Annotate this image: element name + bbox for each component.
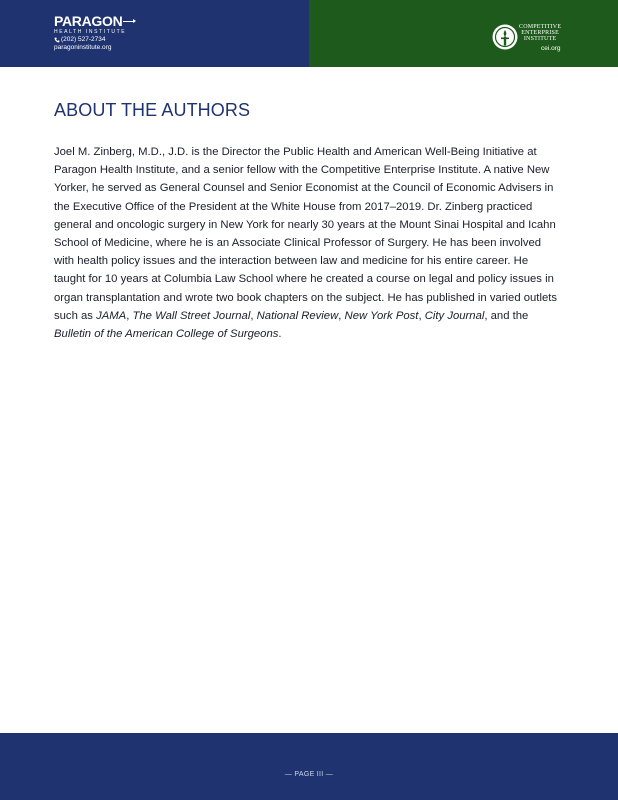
paragon-website[interactable]: paragoninstitute.org [54, 44, 112, 51]
torch-icon [492, 24, 518, 50]
paragon-wordmark [54, 14, 135, 28]
phone-icon [54, 37, 60, 43]
header-right-panel [309, 0, 618, 67]
outlet-wsj: The Wall Street Journal [132, 309, 251, 322]
bio-end: . [278, 328, 282, 341]
bio-separator: , [338, 309, 345, 322]
header-left-panel [0, 0, 309, 67]
paragon-logo [54, 14, 135, 52]
page-footer [0, 733, 618, 800]
paragon-name: PARAGON [54, 13, 123, 29]
bio-text: Joel M. Zinberg, M.D., J.D. is the Director the Public Health and American Well-Being Initiative at Paragon Health Institute, and a senior fellow with the Competitive Enterprise Institute. A native New Yorker, he served as General Counsel and Senior Economist at the Council of Economic Advisers in the Executive Office of the President at the White House from 2017–2019. Dr. Zinberg practiced general and oncologic surgery in New York for nearly 30 years at the Mount Sinai Hospital and Icahn School of Medicine, where he is an Associate Clinical Professor of Surgery. He has been involved with health policy issues and the interaction between law and medicine for his entire career. He taught for 10 years at Columbia Law School where he created a course on legal and policy issues in organ transplantation and wrote two book chapters on the subject. He has published in varied outlets such as [54, 146, 558, 322]
paragon-phone-line [54, 36, 135, 44]
cei-website[interactable]: cei.org [541, 45, 561, 52]
outlet-national-review: National Review [256, 309, 339, 322]
outlet-jama: JAMA [96, 309, 127, 322]
bio-separator: , [126, 309, 133, 322]
cei-line2: ENTERPRISE [521, 30, 559, 36]
paragon-phone: (202) 527-2734 [61, 36, 106, 43]
outlet-ny-post: New York Post [344, 309, 419, 322]
paragon-subtitle: HEALTH INSTITUTE [54, 29, 127, 35]
page-number: — PAGE III — [284, 771, 334, 778]
arrow-icon [123, 21, 135, 22]
bio-separator: , [250, 309, 257, 322]
page-header [0, 0, 618, 67]
cei-line3: INSTITUTE [523, 36, 557, 42]
outlet-city-journal: City Journal [424, 309, 485, 322]
bio-separator: , and the [484, 309, 529, 322]
author-bio [54, 143, 562, 343]
cei-name [519, 24, 561, 42]
outlet-bulletin-acs: Bulletin of the American College of Surgeons [54, 328, 279, 341]
bio-separator: , [418, 309, 425, 322]
page-title: ABOUT THE AUTHORS [54, 100, 251, 120]
cei-line1: COMPETITIVE [519, 24, 562, 30]
